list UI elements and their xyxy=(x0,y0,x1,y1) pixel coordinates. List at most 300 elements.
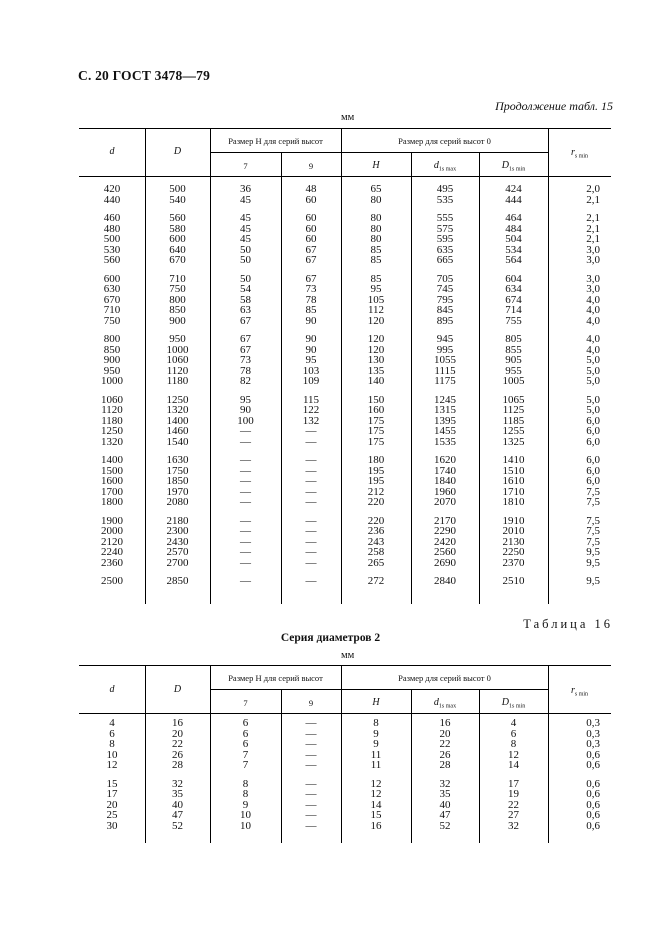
cell-D: 20 xyxy=(172,727,183,740)
cell-D: 2080 xyxy=(166,496,189,508)
cell-D: 900 xyxy=(169,314,186,327)
cell-rs: 5,0 xyxy=(586,375,600,387)
cell-h7: 6 xyxy=(242,727,249,740)
cell-D1s: 905 xyxy=(505,354,522,366)
cell-D: 750 xyxy=(169,283,186,295)
cell-D: 1970 xyxy=(166,485,189,498)
cell-rs: 7,5 xyxy=(586,514,600,527)
cell-d: 2000 xyxy=(101,525,123,537)
cell-h7: 95 xyxy=(240,393,251,406)
table-16-body xyxy=(79,718,611,831)
cell-d: 1120 xyxy=(101,404,123,416)
cell-h7: 73 xyxy=(240,354,251,366)
table-16-label: Таблица 16 xyxy=(523,617,613,631)
cell-D1s: 22 xyxy=(508,798,519,811)
unit-label-2: мм xyxy=(341,650,355,661)
cell-H: 120 xyxy=(367,343,385,356)
cell-D: 1120 xyxy=(166,364,189,377)
cell-D1s: 2010 xyxy=(502,525,525,537)
table-15-body xyxy=(79,184,611,587)
cell-D1s: 1710 xyxy=(502,485,525,498)
cell-H: 12 xyxy=(370,788,382,800)
cell-h7: 8 xyxy=(242,788,249,800)
cell-h9: — xyxy=(305,717,317,729)
cell-rs: 6,0 xyxy=(586,414,600,427)
cell-D: 32 xyxy=(172,777,183,790)
cell-h9: 122 xyxy=(302,404,320,416)
table-row xyxy=(79,576,611,587)
cell-d: 460 xyxy=(103,212,121,224)
table-row xyxy=(79,466,611,477)
cell-h9: 48 xyxy=(305,183,317,195)
table-row xyxy=(79,537,611,548)
table-row xyxy=(79,516,611,527)
cell-h7: 45 xyxy=(240,193,251,206)
table-row xyxy=(79,255,611,266)
cell-rs: 2,1 xyxy=(586,222,600,235)
cell-rs: 2,1 xyxy=(586,193,600,206)
cell-rs: 0,3 xyxy=(586,727,600,740)
table-row xyxy=(79,789,611,800)
cell-D: 560 xyxy=(169,212,186,224)
table-row xyxy=(79,284,611,295)
cell-d1s: 1395 xyxy=(434,414,456,427)
cell-D: 1060 xyxy=(166,354,189,366)
cell-h9: 90 xyxy=(305,343,317,356)
cell-h9: 95 xyxy=(305,354,317,366)
col-h9-header: 9 xyxy=(308,698,314,708)
cell-h7: 6 xyxy=(242,717,249,729)
cell-H: 212 xyxy=(367,485,385,498)
cell-rs: 5,0 xyxy=(586,354,600,366)
cell-h9: — xyxy=(305,475,317,487)
col-h7-header: 7 xyxy=(243,698,248,708)
cell-H: 15 xyxy=(370,809,382,821)
table-row xyxy=(79,366,611,377)
cell-h7: 58 xyxy=(240,293,251,306)
cell-D1s: 484 xyxy=(505,222,522,235)
cell-rs: 9,5 xyxy=(586,546,600,558)
cell-d: 1320 xyxy=(101,435,123,448)
col-rs-header: $r_{s min}$ xyxy=(570,147,589,160)
cell-d1s: 1245 xyxy=(434,393,456,406)
cell-H: 16 xyxy=(370,819,382,832)
cell-h9: — xyxy=(305,546,317,558)
cell-D: 1850 xyxy=(166,475,189,487)
cell-D: 26 xyxy=(172,748,183,761)
cell-H: 180 xyxy=(367,454,385,466)
cell-D: 1460 xyxy=(166,425,189,437)
cell-h7: — xyxy=(240,546,251,558)
cell-D: 2570 xyxy=(166,546,189,558)
cell-d1s: 2560 xyxy=(434,546,456,558)
cell-d: 500 xyxy=(103,233,121,245)
cell-D1s: 604 xyxy=(505,272,522,285)
cell-D: 2300 xyxy=(166,525,189,537)
table-row xyxy=(79,195,611,206)
cell-h7: — xyxy=(240,454,251,466)
cell-d1s: 1535 xyxy=(434,435,456,448)
col-h7-header: 7 xyxy=(243,161,248,171)
cell-h7: 67 xyxy=(240,314,251,327)
cell-D: 500 xyxy=(169,183,186,195)
cell-h7: 90 xyxy=(240,404,251,416)
cell-rs: 0,6 xyxy=(586,788,600,800)
cell-rs: 4,0 xyxy=(586,333,600,345)
cell-rs: 3,0 xyxy=(586,254,600,266)
cell-h9: 78 xyxy=(305,293,317,306)
col-d-header: d xyxy=(109,146,115,157)
cell-h7: 50 xyxy=(240,254,251,266)
cell-d: 1900 xyxy=(101,514,123,527)
table-row xyxy=(79,558,611,569)
cell-D: 47 xyxy=(172,809,183,821)
cell-h7: 9 xyxy=(242,798,249,811)
cell-D1s: 1610 xyxy=(502,475,525,487)
table-row xyxy=(79,800,611,811)
cell-h9: — xyxy=(305,435,317,448)
cell-d1s: 1840 xyxy=(434,475,456,487)
cell-d1s: 795 xyxy=(436,293,454,306)
cell-d: 560 xyxy=(103,254,121,266)
cell-rs: 7,5 xyxy=(586,496,600,508)
cell-D1s: 504 xyxy=(505,233,522,245)
cell-d1s: 1175 xyxy=(434,375,456,387)
cell-h7: — xyxy=(240,425,251,437)
cell-d: 1060 xyxy=(101,393,123,406)
cell-d1s: 845 xyxy=(436,304,454,316)
col-H-header: H xyxy=(372,160,380,171)
cell-H: 9 xyxy=(373,738,379,750)
cell-h7: — xyxy=(240,535,251,548)
cell-H: 175 xyxy=(367,425,385,437)
cell-D: 16 xyxy=(172,717,183,729)
cell-rs: 2,1 xyxy=(586,233,600,245)
table-16-title: Серия диаметров 2 xyxy=(280,632,381,644)
cell-D1s: 12 xyxy=(508,748,519,761)
cell-d1s: 535 xyxy=(436,193,454,206)
cell-h9: — xyxy=(305,727,317,740)
cell-h7: — xyxy=(240,485,251,498)
cell-rs: 3,0 xyxy=(586,283,600,295)
cell-d1s: 995 xyxy=(436,343,454,356)
cell-D1s: 955 xyxy=(505,364,522,377)
cell-d: 800 xyxy=(103,333,121,345)
cell-d1s: 595 xyxy=(436,233,454,245)
cell-h9: 67 xyxy=(305,243,317,256)
cell-D1s: 17 xyxy=(508,777,519,790)
cell-D1s: 805 xyxy=(505,333,522,345)
cell-D1s: 1910 xyxy=(502,514,525,527)
cell-D: 850 xyxy=(169,304,186,316)
cell-d: 2240 xyxy=(101,546,123,558)
cell-h7: 54 xyxy=(240,283,251,295)
cell-D1s: 1005 xyxy=(502,375,525,387)
cell-d1s: 28 xyxy=(439,759,451,771)
cell-H: 140 xyxy=(367,375,385,387)
cell-rs: 6,0 xyxy=(586,425,600,437)
cell-D1s: 674 xyxy=(505,293,522,306)
cell-D1s: 1125 xyxy=(502,404,525,416)
col-D-header: D xyxy=(173,146,182,157)
cell-h9: — xyxy=(305,535,317,548)
cell-H: 236 xyxy=(367,525,385,537)
cell-D: 1000 xyxy=(166,343,189,356)
cell-d: 1180 xyxy=(101,414,123,427)
col-h9-header: 9 xyxy=(308,161,314,171)
cell-h7: 10 xyxy=(240,819,251,832)
cell-d1s: 52 xyxy=(439,819,451,832)
cell-H: 220 xyxy=(367,496,385,508)
cell-d: 4 xyxy=(109,717,115,729)
cell-h9: — xyxy=(305,496,317,508)
cell-d: 670 xyxy=(103,293,121,306)
cell-D: 540 xyxy=(169,193,186,206)
cell-d: 1250 xyxy=(101,425,123,437)
cell-d1s: 1740 xyxy=(434,464,456,477)
cell-d: 8 xyxy=(109,738,115,750)
cell-h7: — xyxy=(240,464,251,477)
cell-d1s: 1315 xyxy=(434,404,456,416)
cell-rs: 0,6 xyxy=(586,819,600,832)
cell-d: 15 xyxy=(106,777,118,790)
table-row xyxy=(79,760,611,771)
cell-H: 8 xyxy=(373,717,379,729)
cell-d: 420 xyxy=(103,183,121,195)
cell-rs: 9,5 xyxy=(586,575,600,587)
cell-h9: — xyxy=(305,748,317,761)
table-row xyxy=(79,274,611,285)
cell-h9: — xyxy=(305,809,317,821)
table-row xyxy=(79,405,611,416)
table-row xyxy=(79,234,611,245)
cell-D1s: 534 xyxy=(505,243,522,256)
cell-h9: — xyxy=(305,759,317,771)
table-row xyxy=(79,476,611,487)
table-row xyxy=(79,334,611,345)
cell-h7: 36 xyxy=(240,183,251,195)
cell-rs: 5,0 xyxy=(586,364,600,377)
cell-d1s: 1055 xyxy=(434,354,456,366)
cell-h9: — xyxy=(305,575,317,587)
cell-rs: 7,5 xyxy=(586,535,600,548)
cell-h7: 100 xyxy=(237,414,254,427)
cell-d: 850 xyxy=(103,343,121,356)
cell-d1s: 2290 xyxy=(434,525,456,537)
table-row xyxy=(79,810,611,821)
table-row xyxy=(79,455,611,466)
cell-d1s: 945 xyxy=(436,333,454,345)
cell-d1s: 555 xyxy=(436,212,454,224)
cell-rs: 0,6 xyxy=(586,759,600,771)
cell-rs: 4,0 xyxy=(586,304,600,316)
table-row xyxy=(79,305,611,316)
cell-D: 800 xyxy=(169,293,186,306)
cell-rs: 4,0 xyxy=(586,314,600,327)
cell-h9: 85 xyxy=(305,304,317,316)
cell-H: 80 xyxy=(370,222,382,235)
col-H-header: H xyxy=(372,697,380,708)
cell-d1s: 47 xyxy=(439,809,451,821)
table-row xyxy=(79,345,611,356)
cell-H: 258 xyxy=(367,546,385,558)
table-row xyxy=(79,416,611,427)
table-row xyxy=(79,547,611,558)
cell-h7: — xyxy=(240,575,251,587)
cell-D1s: 8 xyxy=(510,738,517,750)
cell-rs: 6,0 xyxy=(586,435,600,448)
table-row xyxy=(79,295,611,306)
cell-D: 35 xyxy=(172,788,183,800)
cell-H: 120 xyxy=(367,333,385,345)
cell-d: 1600 xyxy=(101,475,123,487)
cell-D: 2430 xyxy=(166,535,189,548)
cell-h7: 7 xyxy=(242,759,249,771)
cell-H: 175 xyxy=(367,435,385,448)
col-d1s-header: $d_{1s max}$ xyxy=(433,697,457,710)
cell-d1s: 1455 xyxy=(434,425,456,437)
cell-h9: — xyxy=(305,798,317,811)
table-row xyxy=(79,750,611,761)
cell-h7: 67 xyxy=(240,333,251,345)
cell-D: 1400 xyxy=(166,414,189,427)
cell-d1s: 20 xyxy=(439,727,451,740)
cell-h9: 60 xyxy=(305,212,317,224)
cell-D: 1250 xyxy=(166,393,189,406)
cell-d: 1800 xyxy=(101,496,123,508)
cell-D1s: 6 xyxy=(510,727,517,740)
col-series-group-header: Размер для серий высот 0 xyxy=(398,136,491,146)
cell-D1s: 1185 xyxy=(502,414,525,427)
cell-d1s: 22 xyxy=(439,738,451,750)
cell-h7: 45 xyxy=(240,212,251,224)
cell-D1s: 1255 xyxy=(502,425,525,437)
cell-d: 900 xyxy=(103,354,121,366)
col-rs-header: $r_{s min}$ xyxy=(570,685,589,698)
cell-H: 112 xyxy=(367,304,385,316)
cell-d1s: 495 xyxy=(436,183,454,195)
cell-h7: 6 xyxy=(242,738,249,750)
table-row xyxy=(79,821,611,832)
cell-rs: 6,0 xyxy=(586,464,600,477)
cell-rs: 3,0 xyxy=(586,272,600,285)
cell-h7: 50 xyxy=(240,243,251,256)
cell-d: 530 xyxy=(103,243,121,256)
cell-D1s: 855 xyxy=(505,343,522,356)
cell-H: 195 xyxy=(367,475,385,487)
cell-H: 105 xyxy=(367,293,385,306)
cell-d1s: 665 xyxy=(436,254,454,266)
table-row xyxy=(79,718,611,729)
col-h-group-header: Размер H для серий высот xyxy=(228,136,323,146)
table-row xyxy=(79,729,611,740)
cell-D: 1750 xyxy=(166,464,189,477)
cell-D1s: 424 xyxy=(505,183,522,195)
cell-rs: 7,5 xyxy=(586,525,600,537)
cell-H: 80 xyxy=(370,233,382,245)
cell-D: 2850 xyxy=(166,575,189,587)
cell-H: 135 xyxy=(367,364,385,377)
unit-label-1: мм xyxy=(341,112,355,123)
cell-D1s: 714 xyxy=(505,304,522,316)
cell-d1s: 32 xyxy=(439,777,451,790)
cell-D1s: 1325 xyxy=(502,435,525,448)
cell-h9: — xyxy=(305,425,317,437)
cell-rs: 7,5 xyxy=(586,485,600,498)
cell-h7: 45 xyxy=(240,233,251,245)
cell-h9: — xyxy=(305,454,317,466)
col-h-group-header: Размер H для серий высот xyxy=(228,673,323,683)
cell-d: 1700 xyxy=(101,485,123,498)
cell-H: 65 xyxy=(370,183,382,195)
cell-D1s: 2510 xyxy=(502,575,525,587)
continuation-note: Продолжение табл. 15 xyxy=(495,99,613,113)
cell-d1s: 40 xyxy=(439,798,451,811)
cell-rs: 2,0 xyxy=(586,183,600,195)
cell-h7: 45 xyxy=(240,222,251,235)
cell-D1s: 1410 xyxy=(502,454,525,466)
table-15 xyxy=(79,128,611,604)
table-row xyxy=(79,376,611,387)
table-row xyxy=(79,526,611,537)
cell-D: 1540 xyxy=(166,435,189,448)
cell-h7: — xyxy=(240,435,251,448)
cell-d: 440 xyxy=(103,193,121,206)
cell-H: 243 xyxy=(367,535,385,548)
cell-D1s: 19 xyxy=(508,788,519,800)
cell-d1s: 2070 xyxy=(434,496,456,508)
cell-D1s: 2130 xyxy=(502,535,525,548)
cell-D: 1630 xyxy=(166,454,189,466)
cell-rs: 2,1 xyxy=(586,212,600,224)
cell-d1s: 1960 xyxy=(434,485,456,498)
cell-h9: — xyxy=(305,485,317,498)
cell-D1s: 4 xyxy=(510,717,517,729)
cell-D1s: 2250 xyxy=(502,546,525,558)
cell-h9: 73 xyxy=(305,283,317,295)
cell-H: 80 xyxy=(370,212,382,224)
cell-H: 175 xyxy=(367,414,385,427)
cell-h9: 67 xyxy=(305,272,317,285)
cell-D: 670 xyxy=(169,254,186,266)
table-row xyxy=(79,213,611,224)
cell-d: 20 xyxy=(106,798,118,811)
cell-D1s: 564 xyxy=(505,254,522,266)
cell-d: 950 xyxy=(103,364,121,377)
cell-H: 195 xyxy=(367,464,385,477)
cell-rs: 9,5 xyxy=(586,556,600,569)
cell-h9: — xyxy=(305,788,317,800)
cell-D: 2700 xyxy=(166,556,189,569)
cell-d: 2360 xyxy=(101,556,123,569)
cell-H: 9 xyxy=(373,727,379,740)
cell-H: 220 xyxy=(367,514,385,527)
cell-D1s: 444 xyxy=(505,193,522,206)
table-16 xyxy=(79,665,611,843)
cell-d1s: 16 xyxy=(439,717,451,729)
col-d-header: d xyxy=(109,684,115,695)
cell-d: 630 xyxy=(103,283,121,295)
cell-d: 17 xyxy=(106,788,118,800)
cell-d1s: 26 xyxy=(439,748,451,761)
cell-H: 160 xyxy=(367,404,385,416)
cell-h7: 67 xyxy=(240,343,251,356)
cell-d1s: 35 xyxy=(439,788,451,800)
cell-h9: 60 xyxy=(305,193,317,206)
cell-d: 12 xyxy=(106,759,118,771)
cell-rs: 0,3 xyxy=(586,717,600,729)
cell-h7: 8 xyxy=(242,777,249,790)
